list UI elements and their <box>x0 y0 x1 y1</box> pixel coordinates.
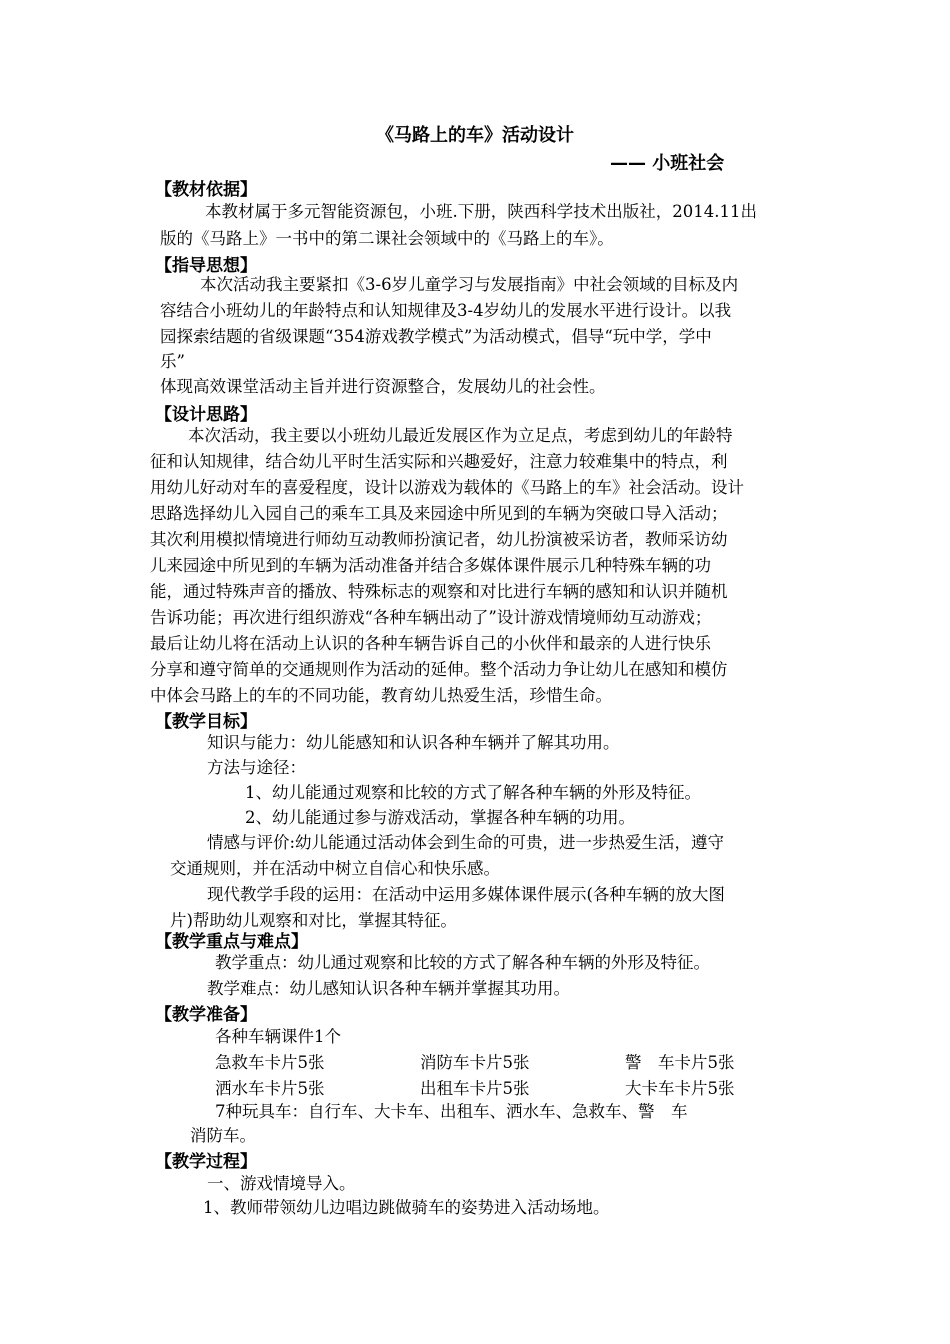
paragraph-line: 各种车辆课件1个 <box>215 1027 341 1046</box>
paragraph-line: 7种玩具车：自行车、大卡车、出租车、洒水车、急救车、警 车 <box>215 1102 688 1121</box>
paragraph-line: 最后让幼儿将在活动上认识的各种车辆告诉自己的小伙伴和最亲的人进行快乐 <box>150 634 711 653</box>
paragraph-line: 一、游戏情境导入。 <box>207 1174 356 1193</box>
paragraph-line: 思路选择幼儿入园自己的乘车工具及来园途中所见到的车辆为突破口导入活动； <box>150 504 728 523</box>
document-title: 《马路上的车》活动设计 <box>376 125 574 146</box>
paragraph-line: 片)帮助幼儿观察和对比，掌握其特征。 <box>170 911 457 930</box>
material-item: 洒水车卡片5张 <box>215 1079 325 1098</box>
section-heading-basis: 【教材依据】 <box>155 180 257 200</box>
paragraph-line: 体现高效课堂活动主旨并进行资源整合，发展幼儿的社会性。 <box>160 377 606 396</box>
paragraph-line: 征和认知规律，结合幼儿平时生活实际和兴趣爱好，注意力较难集中的特点，利 <box>150 452 728 471</box>
paragraph-line: 分享和遵守简单的交通规则作为活动的延伸。整个活动力争让幼儿在感知和模仿 <box>150 660 728 679</box>
paragraph-line: 方法与途径： <box>207 758 306 777</box>
paragraph-line: 容结合小班幼儿的年龄特点和认知规律及3-4岁幼儿的发展水平进行设计。以我 <box>160 301 732 320</box>
paragraph-line: 知识与能力：幼儿能感知和认识各种车辆并了解其功用。 <box>207 733 620 752</box>
material-item: 消防车卡片5张 <box>420 1053 530 1072</box>
paragraph-line: 本教材属于多元智能资源包，小班.下册，陕西科学技术出版社，2014.11出 <box>205 202 757 221</box>
paragraph-line: 教学难点：幼儿感知认识各种车辆并掌握其功用。 <box>207 979 570 998</box>
paragraph-line: 情感与评价:幼儿能通过活动体会到生命的可贵，进一步热爱生活，遵守 <box>207 833 725 852</box>
paragraph-line: 儿来园途中所见到的车辆为活动准备并结合多媒体课件展示几种特殊车辆的功 <box>150 556 711 575</box>
section-heading-key-points: 【教学重点与难点】 <box>155 932 308 952</box>
section-heading-guiding-thought: 【指导思想】 <box>155 256 257 276</box>
material-item: 大卡车卡片5张 <box>625 1079 735 1098</box>
paragraph-line: 本次活动我主要紧扣《3-6岁儿童学习与发展指南》中社会领域的目标及内 <box>200 275 739 294</box>
list-item: 2、幼儿能通过参与游戏活动，掌握各种车辆的功用。 <box>245 808 635 827</box>
list-item: 1、幼儿能通过观察和比较的方式了解各种车辆的外形及特征。 <box>245 783 701 802</box>
material-item: 急救车卡片5张 <box>215 1053 325 1072</box>
section-heading-objectives: 【教学目标】 <box>155 712 257 732</box>
section-heading-design-idea: 【设计思路】 <box>155 405 257 425</box>
paragraph-line: 乐” <box>160 352 185 371</box>
paragraph-line: 版的《马路上》一书中的第二课社会领域中的《马路上的车》。 <box>160 229 614 248</box>
paragraph-line: 1、教师带领幼儿边唱边跳做骑车的姿势进入活动场地。 <box>203 1198 610 1217</box>
material-item: 出租车卡片5张 <box>420 1079 530 1098</box>
paragraph-line: 消防车。 <box>190 1126 256 1145</box>
paragraph-line: 教学重点：幼儿通过观察和比较的方式了解各种车辆的外形及特征。 <box>215 953 710 972</box>
paragraph-line: 其次利用模拟情境进行师幼互动教师扮演记者，幼儿扮演被采访者，教师采访幼 <box>150 530 728 549</box>
paragraph-line: 能，通过特殊声音的播放、特殊标志的观察和对比进行车辆的感知和认识并随机 <box>150 582 728 601</box>
section-heading-process: 【教学过程】 <box>155 1152 257 1172</box>
paragraph-line: 交通规则，并在活动中树立自信心和快乐感。 <box>170 859 500 878</box>
material-item: 警 车卡片5张 <box>625 1053 735 1072</box>
paragraph-line: 中体会马路上的车的不同功能，教育幼儿热爱生活，珍惜生命。 <box>150 686 612 705</box>
paragraph-line: 用幼儿好动对车的喜爱程度，设计以游戏为载体的《马路上的车》社会活动。设计 <box>150 478 744 497</box>
section-heading-preparation: 【教学准备】 <box>155 1005 257 1025</box>
paragraph-line: 本次活动，我主要以小班幼儿最近发展区作为立足点，考虑到幼儿的年龄特 <box>188 426 733 445</box>
paragraph-line: 现代教学手段的运用：在活动中运用多媒体课件展示(各种车辆的放大图 <box>207 885 725 904</box>
paragraph-line: 园探索结题的省级课题“354游戏教学模式”为活动模式，倡导“玩中学，学中 <box>160 327 712 346</box>
document-subtitle: —— 小班社会 <box>610 153 725 174</box>
paragraph-line: 告诉功能；再次进行组织游戏“各种车辆出动了”设计游戏情境师幼互动游戏； <box>150 608 712 627</box>
